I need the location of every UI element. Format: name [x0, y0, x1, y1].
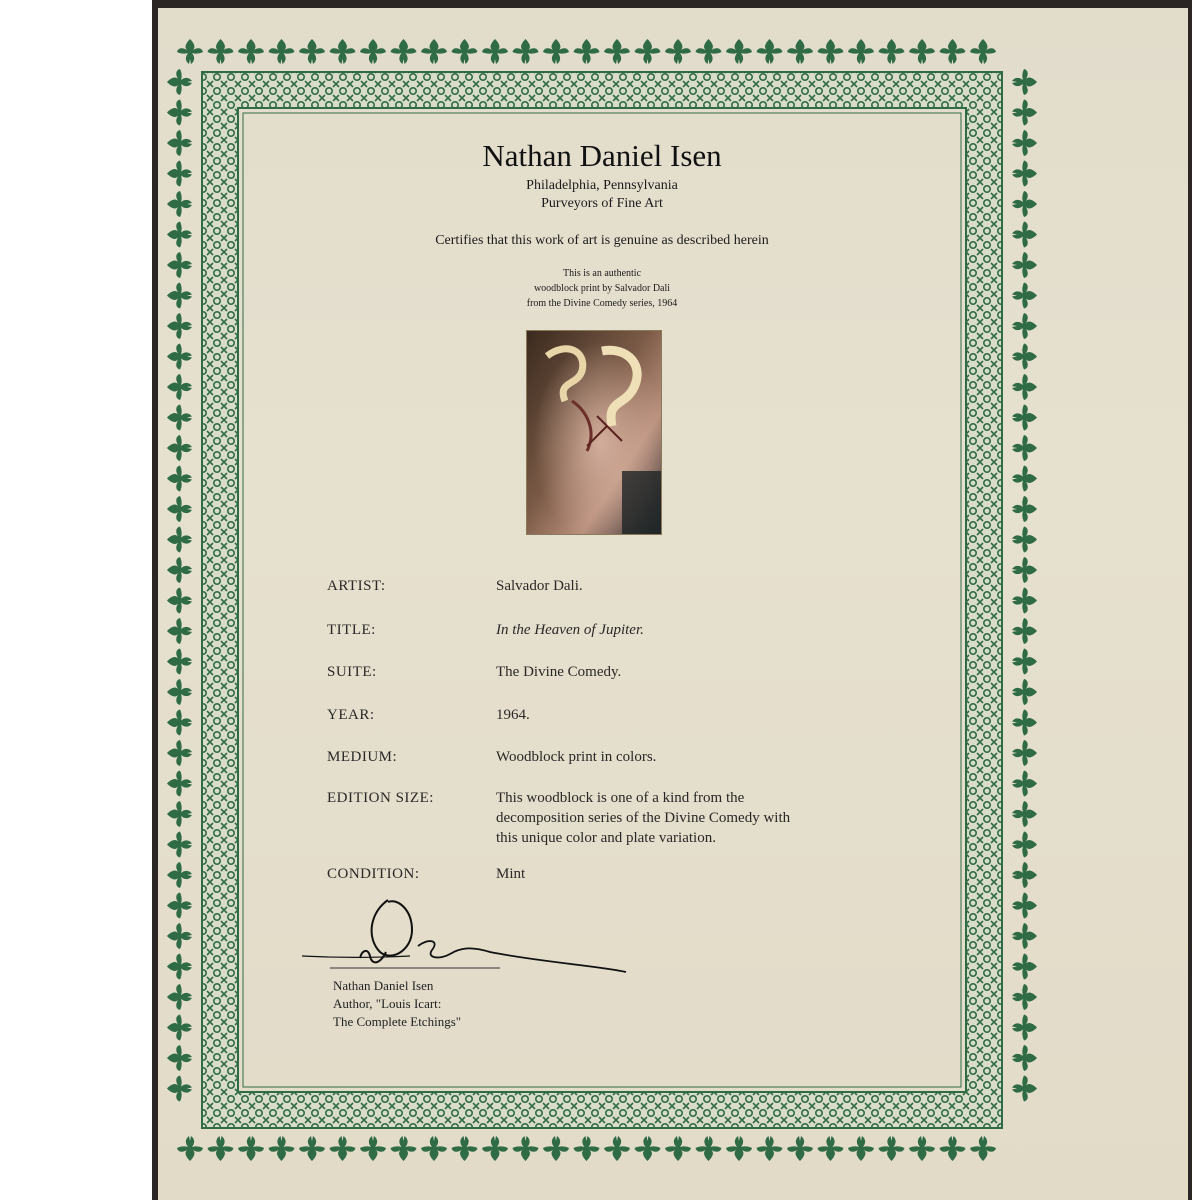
detail-value: this unique color and plate variation.	[496, 830, 716, 846]
authenticity-line: This is an authentic	[562, 268, 642, 279]
detail-value: 1964.	[496, 707, 530, 723]
company-city: Philadelphia, Pennsylvania	[526, 178, 678, 193]
detail-value: Salvador Dali.	[496, 578, 583, 594]
detail-label: TITLE:	[327, 622, 376, 638]
detail-value: This woodblock is one of a kind from the	[496, 790, 745, 806]
signatory-title: Author, "Louis Icart:	[333, 996, 442, 1011]
certification-statement: Certifies that this work of art is genuine as described herein	[435, 233, 769, 248]
company-name: Nathan Daniel Isen	[482, 138, 722, 173]
detail-value: The Divine Comedy.	[496, 664, 622, 680]
detail-value: decomposition series of the Divine Comedy with	[496, 810, 791, 826]
handwritten-signature	[300, 880, 630, 980]
detail-label: EDITION SIZE:	[327, 790, 434, 806]
detail-label: ARTIST:	[327, 578, 386, 594]
authenticity-line: from the Divine Comedy series, 1964	[526, 298, 678, 309]
signatory-name: Nathan Daniel Isen	[333, 978, 434, 993]
detail-label: YEAR:	[327, 707, 375, 723]
detail-value: Woodblock print in colors.	[496, 749, 657, 765]
detail-label: MEDIUM:	[327, 749, 398, 765]
detail-label: SUITE:	[327, 664, 377, 680]
detail-value: Mint	[496, 866, 526, 882]
company-tagline: Purveyors of Fine Art	[541, 196, 663, 211]
signatory-title: The Complete Etchings"	[333, 1014, 462, 1029]
detail-value: In the Heaven of Jupiter.	[496, 622, 644, 638]
artwork-thumbnail	[526, 330, 662, 535]
detail-label: CONDITION:	[327, 866, 420, 882]
authenticity-line: woodblock print by Salvador Dali	[533, 283, 671, 294]
